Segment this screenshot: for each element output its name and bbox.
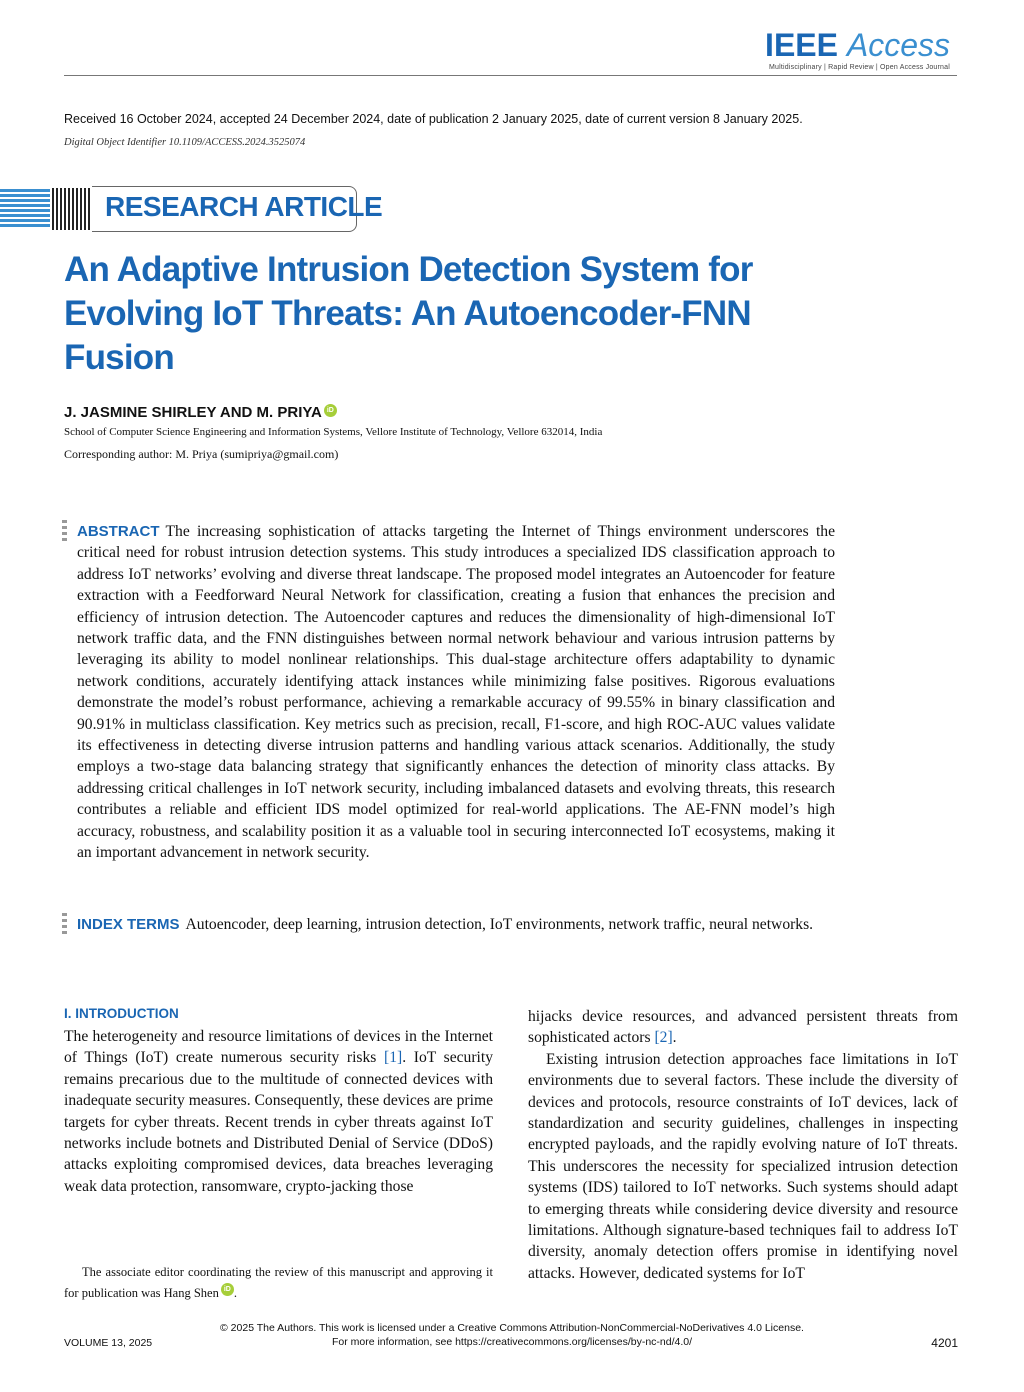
editor-footnote: The associate editor coordinating the review of this manuscript and approving it for publication was Hang Shen iD .: [64, 1265, 493, 1300]
orcid-icon[interactable]: iD: [221, 1283, 234, 1296]
logo-ieee: IEEE: [765, 27, 838, 63]
intro-text: hijacks device resources, and advanced persistent threats from sophisticated actors: [528, 1008, 958, 1047]
received-dates: Received 16 October 2024, accepted 24 December 2024, date of publication 2 January 2025, date of current version 8 January 2025.: [64, 112, 803, 126]
footnote-text: The associate editor coordinating the review of this manuscript and approving it for publication was Hang Shen: [64, 1265, 493, 1300]
intro-text: The heterogeneity and resource limitations of devices in the Internet of Things (IoT) create numerous security risks: [64, 1028, 493, 1067]
intro-text: . IoT security remains precarious due to the multitude of connected devices with inadequate security measures. Consequently, these devices are prime targets for cyber threats. Recent trends in cyber threats against IoT networks include botnets and Distributed Denial of Service (DDoS) attacks exploiting compromised devices, data breaches leveraging weak data protection, ransomware, crypto-jacking those: [64, 1049, 493, 1195]
author-names: J. JASMINE SHIRLEY AND M. PRIYA: [64, 404, 322, 421]
paper-title: An Adaptive Intrusion Detection System for Evolving IoT Threats: An Autoencoder-FNN Fusion: [64, 250, 753, 377]
logo-access: Access: [846, 27, 950, 63]
left-column: [64, 1026, 493, 1197]
citation-link[interactable]: [1]: [384, 1049, 403, 1067]
right-column: [528, 1006, 958, 1284]
journal-logo: [765, 28, 950, 71]
abstract: [77, 521, 835, 864]
article-type-banner: [0, 186, 383, 232]
index-terms-text: Autoencoder, deep learning, intrusion detection, IoT environments, network traffic, neural networks.: [185, 916, 814, 933]
license-line-1: © 2025 The Authors. This work is licensed under a Creative Commons Attribution-NonCommercial-NoDerivatives 4.0 License.: [220, 1322, 804, 1334]
orcid-icon[interactable]: iD: [324, 404, 337, 417]
intro-paragraph-1: [64, 1026, 493, 1197]
intro-text: .: [672, 1029, 677, 1047]
index-terms-dots-icon: [62, 913, 67, 935]
logo-tagline: Multidisciplinary | Rapid Review | Open Access Journal: [769, 64, 950, 71]
authors: [64, 404, 337, 421]
banner-barcode: [52, 188, 92, 230]
affiliation: School of Computer Science Engineering and Information Systems, Vellore Institute of Technology, Vellore 632014, India: [64, 426, 603, 438]
header-divider: [64, 75, 957, 76]
abstract-label: ABSTRACT: [77, 523, 160, 540]
doi: Digital Object Identifier 10.1109/ACCESS.2024.3525074: [64, 137, 306, 148]
abstract-dots-icon: [62, 520, 67, 542]
banner-stripes: [0, 189, 50, 229]
page-number: 4201: [931, 1336, 958, 1350]
license-line-2[interactable]: For more information, see https://creativecommons.org/licenses/by-nc-nd/4.0/: [331, 1336, 693, 1348]
intro-paragraph-2: Existing intrusion detection approaches face limitations in IoT environments due to several factors. These include the diversity of devices and protocols, resource constraints of IoT devices, lack of standardization and security guidelines, challenges in inspecting encrypted payloads, and the rapidly evolving nature of IoT threats. This underscores the necessity for specialized intrusion detection systems (IDS) tailored to IoT networks. Such systems should adapt to emerging threats while considering device diversity and resource limitations. Although signature-based techniques fail to address IoT diversity, anomaly detection offers promise in identifying novel attacks. However, dedicated systems for IoT: [528, 1050, 958, 1282]
section-heading-introduction: I. INTRODUCTION: [64, 1006, 179, 1021]
index-terms: [77, 914, 835, 935]
banner-label: RESEARCH ARTICLE: [105, 191, 383, 222]
citation-link[interactable]: [2]: [654, 1029, 673, 1047]
volume-info: VOLUME 13, 2025: [64, 1337, 153, 1349]
corresponding-author: Corresponding author: M. Priya (sumipriya@gmail.com): [64, 447, 339, 461]
intro-paragraph-1-cont: [528, 1006, 958, 1049]
abstract-text: The increasing sophistication of attacks targeting the Internet of Things environment underscores the critical need for robust intrusion detection systems. This study introduces a specialized IDS classification approach to address IoT networks’ evolving and diverse threat landscape. The proposed model integrates an Autoencoder for feature extraction with a Feedforward Neural Network for classification, creating a fusion that enhances the precision and efficiency of intrusion detection. The Autoencoder captures and reduces the dimensionality of high-dimensional IoT network traffic data, and the FNN distinguishes between normal network behaviour and various intrusion patterns by leveraging its ability to model nonlinear relationships. This dual-stage architecture offers adaptability to dynamic network conditions, accurately identifying attack instances while minimizing false positives. Rigorous evaluations demonstrate the model’s robust performance, achieving a remarkable accuracy of 99.55% in binary classification and 90.91% in multiclass classification. Key metrics such as precision, recall, F1-score, and high ROC-AUC values validate its effectiveness in detecting diverse intrusion patterns and handling various attack scenarios. Additionally, the study employs a two-stage data balancing strategy that significantly enhances the detection of minority class attacks. By addressing critical challenges in IoT network security, including imbalanced datasets and evolving threats, this research contributes a reliable and efficient IDS model optimized for real-world applications. The AE-FNN model’s high accuracy, robustness, and scalability position it as a valuable tool in securing interconnected IoT ecosystems, making it an important advancement in network security.: [77, 523, 835, 862]
index-terms-label: INDEX TERMS: [77, 916, 180, 933]
